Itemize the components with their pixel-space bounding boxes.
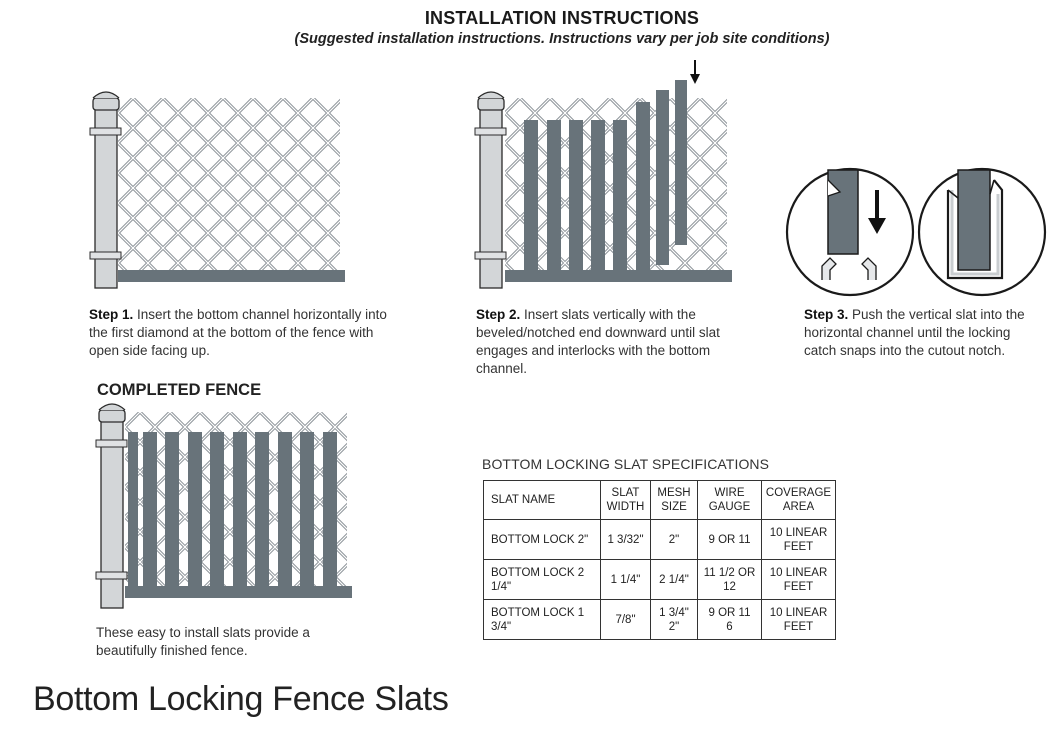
instructions-title: INSTALLATION INSTRUCTIONS [424,8,700,28]
arrow-down-icon [690,60,700,84]
col-header-slat-name: SLAT NAME [484,481,601,520]
table-cell: 10 LINEAR FEET [762,600,836,640]
bottom-channel [118,270,345,282]
step-1-description: Insert the bottom channel horizontally into the first diamond at the bottom of the fence with open side facing up. [89,307,387,358]
spec-table [483,480,836,640]
col-header-wire-gauge: WIRE GAUGE [698,481,762,520]
bottom-channel [505,270,732,282]
step3-detail-illustration [787,169,1045,295]
completed-fence-illustration [96,404,352,608]
step2-fence-illustration [475,60,732,288]
step-2-description: Insert slats vertically with the beveled/notched end downward until slat engages and interlocks with the bottom channel. [476,307,720,376]
table-cell: BOTTOM LOCK 2" [484,520,601,560]
step-2-text [476,306,756,378]
step-1-text [89,306,394,360]
table-cell: 2" [651,520,698,560]
fence-post [90,92,121,288]
completed-fence-heading: COMPLETED FENCE [97,381,262,399]
bottom-channel [125,586,352,598]
table-row [484,520,836,560]
table-cell: 10 LINEAR FEET [762,520,836,560]
table-row [484,600,836,640]
step-3-label: Step 3. [804,307,849,322]
table-cell: BOTTOM LOCK 2 1/4" [484,560,601,600]
table-cell: 1 1/4" [601,560,651,600]
col-header-slat-width: SLAT WIDTH [601,481,651,520]
step1-fence-illustration [90,92,345,288]
step-2-label: Step 2. [476,307,521,322]
table-cell: 7/8" [601,600,651,640]
completed-fence-caption: These easy to install slats provide a beautifully finished fence. [96,625,310,658]
table-cell: 1 3/32" [601,520,651,560]
detail-circle-after [919,169,1045,295]
fence-post [96,404,127,608]
table-cell: 9 OR 11 6 [698,600,762,640]
spec-table-heading: BOTTOM LOCKING SLAT SPECIFICATIONS [482,456,770,472]
step-3-description: Push the vertical slat into the horizontal channel until the locking catch snaps into the cutout notch. [804,307,1025,358]
table-cell: 10 LINEAR FEET [762,560,836,600]
instructions-subtitle: (Suggested installation instructions. Instructions vary per job site conditions) [294,31,830,47]
table-row [484,560,836,600]
table-cell: 11 1/2 OR 12 [698,560,762,600]
detail-circle-before [787,169,913,295]
col-header-mesh-size: MESH SIZE [651,481,698,520]
table-cell: 9 OR 11 [698,520,762,560]
step-1-label: Step 1. [89,307,134,322]
table-cell: BOTTOM LOCK 1 3/4" [484,600,601,640]
table-cell: 1 3/4" 2" [651,600,698,640]
step-3-text [804,306,1029,360]
col-header-coverage-area: COVERAGE AREA [762,481,836,520]
spec-table-header-row [484,481,836,520]
chain-link-mesh [118,98,340,273]
fence-post [475,92,506,288]
page-title: Bottom Locking Fence Slats [33,680,449,718]
table-cell: 2 1/4" [651,560,698,600]
